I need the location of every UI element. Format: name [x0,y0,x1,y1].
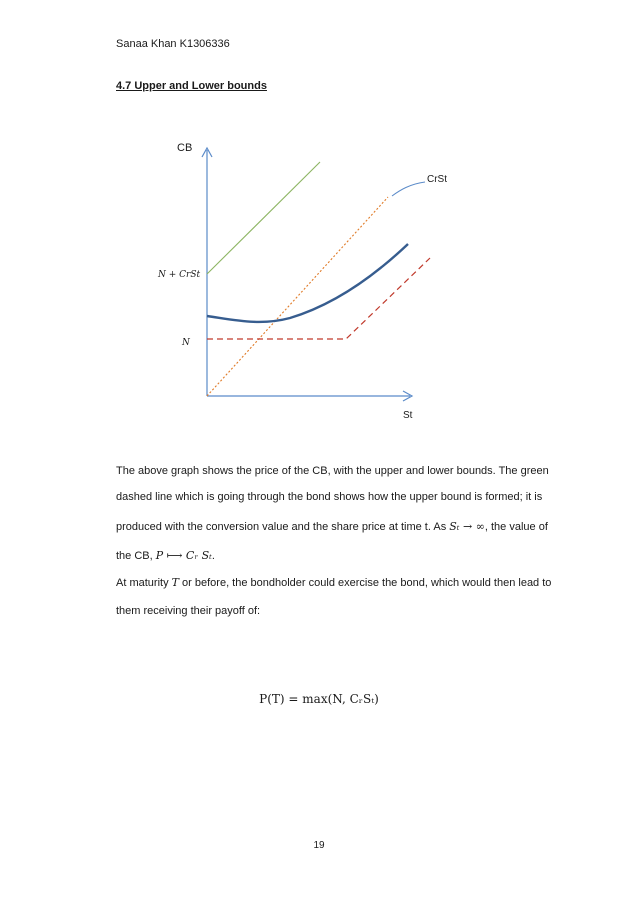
page-number: 19 [313,840,325,851]
conversion-value-line [207,197,388,396]
y-tick-lower: N [182,338,190,348]
paragraph-line [116,576,551,589]
x-axis-label: St [403,410,413,421]
paragraph-line: The above graph shows the price of the CB, with the upper and lower bounds. The green [116,465,549,477]
lower-bound-line [207,258,430,339]
y-tick-upper: N + CrSt [158,270,201,280]
paragraph-text: the CB, [116,550,153,562]
paragraph-text: produced with the conversion value and the share price at time t. As [116,521,447,533]
inline-math: T [171,576,179,589]
y-axis-label: CB [177,142,193,154]
page-header: Sanaa Khan K1306336 [116,38,230,50]
paragraph-text: At maturity [116,577,169,589]
paragraph-text: or before, the bondholder could exercise the bond, which would then lead to [182,577,552,589]
paragraph-line: dashed line which is going through the bond shows how the upper bound is formed; it is [116,491,543,503]
paragraph-text: . [211,550,215,562]
upper-bound-line [207,162,320,274]
inline-math: Sₜ → ∞ [449,520,485,533]
payoff-formula: P(T) = max(N, CᵣSₜ) [259,692,379,706]
paragraph-line [116,549,215,562]
paragraph-line [116,520,548,533]
paragraph-text: , the value of [484,521,548,533]
paragraph-line: them receiving their payoff of: [116,605,261,617]
annotation-pointer [392,182,425,196]
annotation-label: CrSt [427,174,447,185]
cb-price-curve [207,244,408,322]
section-title: 4.7 Upper and Lower bounds [116,80,267,92]
inline-math: P ⟼ Cᵣ Sₜ [155,549,212,562]
